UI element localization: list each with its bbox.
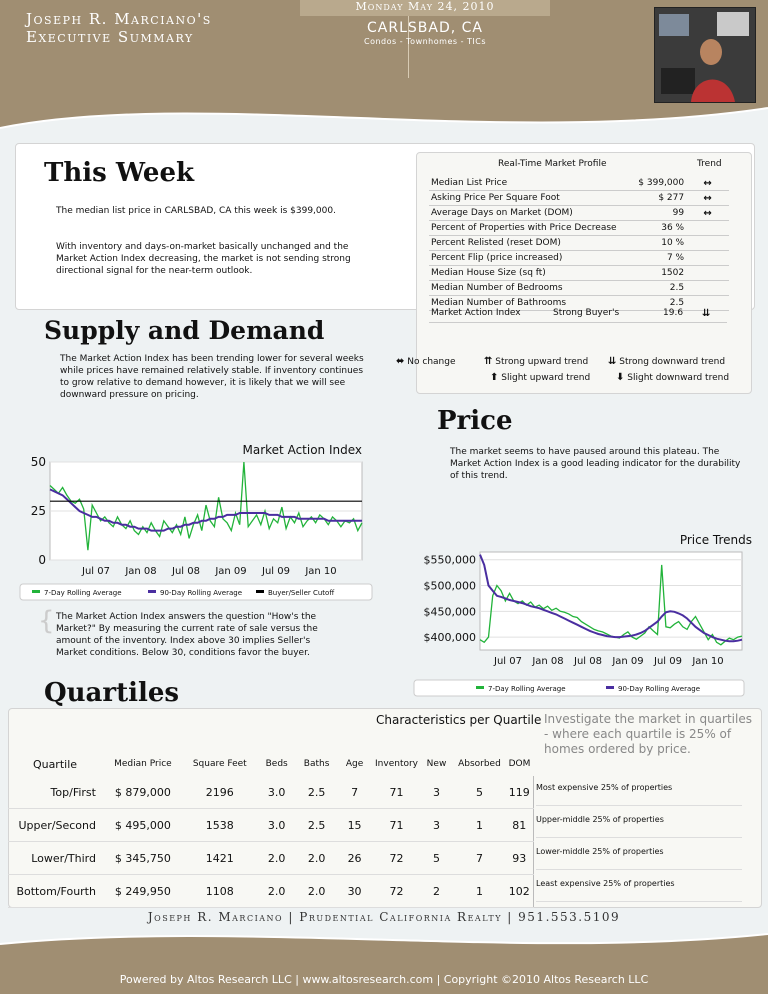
quartile-cell-dom: 102 xyxy=(505,875,533,908)
trend-arrow-icon: ↔ xyxy=(686,191,729,206)
quartile-cell-price: $ 345,750 xyxy=(102,842,184,875)
trend-arrow-icon xyxy=(686,236,729,251)
quartile-cell-new: 3 xyxy=(420,809,454,842)
quartile-cell-quartile: Top/First xyxy=(8,776,102,809)
profile-value: 1502 xyxy=(633,266,687,281)
quartile-header: New xyxy=(426,759,447,769)
quartile-header: Inventory xyxy=(375,759,419,769)
profile-value: $ 277 xyxy=(633,191,687,206)
quartile-cell-sqft: 2196 xyxy=(184,776,256,809)
quartile-table xyxy=(8,752,534,908)
quartiles-title: Quartiles xyxy=(44,678,180,708)
quartile-cell-price: $ 495,000 xyxy=(102,809,184,842)
price-trends-chart xyxy=(412,530,764,700)
price-chart-svg xyxy=(412,530,764,700)
supply-demand-title: Supply and Demand xyxy=(44,316,325,345)
this-week-title: This Week xyxy=(44,158,194,188)
city-name: CARLSBAD, CA xyxy=(367,20,483,36)
market-profile-row xyxy=(429,281,729,296)
quartile-cell-beds: 2.0 xyxy=(256,875,298,908)
quartile-cell-sqft: 1421 xyxy=(184,842,256,875)
y-tick-label: 50 xyxy=(30,455,46,469)
quartile-cell-inventory: 72 xyxy=(374,842,420,875)
profile-value: 2.5 xyxy=(633,296,687,311)
x-tick-label: Jan 10 xyxy=(692,656,724,667)
legend-strong-down: Strong downward trend xyxy=(619,357,726,367)
quartile-description: Lower-middle 25% of properties xyxy=(536,838,742,870)
slight-up-icon: ⬆ xyxy=(490,372,499,383)
this-week-outlook-text: With inventory and days-on-market basically unchanged and the Market Action Index decreasing, the market is not sending strong directional signal for the near-term outlook. xyxy=(56,242,351,276)
quartile-cell-new: 3 xyxy=(420,776,454,809)
quartile-header: Age xyxy=(345,759,364,769)
y-tick-label: $500,000 xyxy=(423,579,476,593)
x-tick-label: Jan 09 xyxy=(612,656,644,667)
quartile-side-note: Investigate the market in quartiles - where each quartile is 25% of homes ordered by price. xyxy=(544,712,752,756)
quartile-description: Upper-middle 25% of properties xyxy=(536,806,742,838)
quartile-cell-absorbed: 1 xyxy=(453,875,505,908)
legend-swatch xyxy=(606,686,614,689)
report-title xyxy=(26,10,326,46)
footer-contact: Joseph R. Marciano | Prudential California Realty | 951.553.5109 xyxy=(147,910,621,924)
profile-label: Median Number of Bedrooms xyxy=(429,281,633,296)
trend-arrow-icon xyxy=(686,281,729,296)
market-profile-row xyxy=(429,191,729,206)
property-types: Condos - Townhomes - TICs xyxy=(363,37,487,46)
quartile-row xyxy=(8,875,534,908)
quartile-row xyxy=(8,776,534,809)
quartile-cell-dom: 119 xyxy=(505,776,533,809)
quartile-cell-baths: 2.5 xyxy=(298,776,336,809)
note-brace-icon: { xyxy=(38,606,55,636)
mai-status: Strong Buyer's xyxy=(553,308,620,318)
strong-down-icon: ⇊ xyxy=(608,356,617,367)
quartile-cell-beds: 3.0 xyxy=(256,809,298,842)
quartile-cell-inventory: 71 xyxy=(374,809,420,842)
x-tick-label: Jul 07 xyxy=(82,566,110,577)
quartile-description: Most expensive 25% of properties xyxy=(536,774,742,806)
profile-value: 7 % xyxy=(633,251,687,266)
quartile-cell-beds: 3.0 xyxy=(256,776,298,809)
quartile-cell-sqft: 1538 xyxy=(184,809,256,842)
quartile-cell-inventory: 72 xyxy=(374,875,420,908)
x-tick-label: Jan 08 xyxy=(532,656,564,667)
quartile-cell-baths: 2.0 xyxy=(298,875,336,908)
supply-demand-text: The Market Action Index has been trending lower for several weeks while prices have remained relatively stable. If inventory continues to grow relative to demand however, it is likely that we will see downward pressure on pricing. xyxy=(60,354,364,400)
trend-arrow-icon xyxy=(686,266,729,281)
legend-slight-up: Slight upward trend xyxy=(501,373,591,383)
profile-value: 99 xyxy=(633,206,687,221)
quartile-header: Beds xyxy=(265,759,288,769)
mai-label: Market Action Index xyxy=(431,308,521,318)
chart-title: Price Trends xyxy=(679,533,752,547)
quartile-cell-age: 7 xyxy=(336,776,374,809)
no-change-icon: ⬌ xyxy=(396,356,405,367)
quartile-cell-inventory: 71 xyxy=(374,776,420,809)
quartile-cell-absorbed: 5 xyxy=(453,776,505,809)
profile-label: Percent of Properties with Price Decrease xyxy=(429,221,633,236)
trend-arrow-icon xyxy=(686,251,729,266)
quartile-cell-dom: 81 xyxy=(505,809,533,842)
x-tick-label: Jan 08 xyxy=(125,566,157,577)
report-date: Monday May 24, 2010 xyxy=(300,0,550,16)
quartile-header: Square Feet xyxy=(192,759,247,769)
legend-strong-up: Strong upward trend xyxy=(495,357,589,367)
quartile-row xyxy=(8,809,534,842)
quartile-cell-sqft: 1108 xyxy=(184,875,256,908)
quartile-header: Quartile xyxy=(32,757,78,771)
profile-value: 2.5 xyxy=(633,281,687,296)
price-text: The market seems to have paused around this plateau. The Market Action Index is a good leading indicator for the durability of this trend. xyxy=(450,447,741,481)
quartile-cell-dom: 93 xyxy=(505,842,533,875)
quartile-cell-absorbed: 1 xyxy=(453,809,505,842)
slight-down-icon: ⬇ xyxy=(616,372,625,383)
legend-label: 90-Day Rolling Average xyxy=(160,589,242,597)
mai-chart-svg xyxy=(10,440,375,605)
y-tick-label: $450,000 xyxy=(423,605,476,619)
legend-swatch xyxy=(256,590,264,593)
y-tick-label: $550,000 xyxy=(423,553,476,567)
profile-label: Median List Price xyxy=(429,176,633,191)
y-tick-label: $400,000 xyxy=(423,631,476,645)
chart-title: Market Action Index xyxy=(242,443,362,457)
profile-label: Asking Price Per Square Foot xyxy=(429,191,633,206)
x-tick-label: Jan 09 xyxy=(215,566,247,577)
x-tick-label: Jul 07 xyxy=(494,656,522,667)
legend-label: 7-Day Rolling Average xyxy=(44,589,122,597)
trend-column-label: Trend xyxy=(697,159,722,169)
legend-swatch xyxy=(32,590,40,593)
x-tick-label: Jul 08 xyxy=(574,656,602,667)
trend-arrow-icon: ↔ xyxy=(686,206,729,221)
legend-label: Buyer/Seller Cutoff xyxy=(268,589,335,597)
quartile-cell-age: 15 xyxy=(336,809,374,842)
this-week-median-text: The median list price in CARLSBAD, CA this week is $399,000. xyxy=(56,206,336,216)
plot-area xyxy=(480,552,742,650)
quartile-cell-baths: 2.5 xyxy=(298,809,336,842)
market-profile-row xyxy=(429,266,729,281)
legend-slight-down: Slight downward trend xyxy=(627,373,730,383)
trend-arrow-icon: ↔ xyxy=(686,176,729,191)
market-profile-row xyxy=(429,236,729,251)
quartile-cell-age: 26 xyxy=(336,842,374,875)
quartile-cell-age: 30 xyxy=(336,875,374,908)
profile-label: Average Days on Market (DOM) xyxy=(429,206,633,221)
quartile-cell-price: $ 879,000 xyxy=(102,776,184,809)
quartile-header: DOM xyxy=(508,759,531,769)
strong-up-icon: ⇈ xyxy=(484,356,493,367)
profile-label: Percent Relisted (reset DOM) xyxy=(429,236,633,251)
x-tick-label: Jan 10 xyxy=(305,566,337,577)
quartile-table-title: Characteristics per Quartile xyxy=(376,713,542,727)
report-title-line1: Joseph R. Marciano's xyxy=(26,10,212,28)
agent-photo xyxy=(654,7,756,103)
market-profile-row xyxy=(429,221,729,236)
y-tick-label: 0 xyxy=(38,553,46,567)
trend-arrow-icon xyxy=(686,221,729,236)
quartile-header: Absorbed xyxy=(458,759,501,769)
profile-value: 10 % xyxy=(633,236,687,251)
market-profile-row xyxy=(429,251,729,266)
y-tick-label: 25 xyxy=(30,504,46,518)
legend-swatch xyxy=(148,590,156,593)
x-tick-label: Jul 09 xyxy=(654,656,682,667)
quartile-cell-baths: 2.0 xyxy=(298,842,336,875)
profile-label: Median Number of Bathrooms xyxy=(429,296,633,311)
quartile-cell-new: 5 xyxy=(420,842,454,875)
quartile-cell-absorbed: 7 xyxy=(453,842,505,875)
quartile-cell-new: 2 xyxy=(420,875,454,908)
powered-by: Powered by Altos Research LLC | www.altosresearch.com | Copyright ©2010 Altos Research LLC xyxy=(119,973,649,986)
market-action-index-row xyxy=(429,308,727,323)
profile-label: Percent Flip (price increased) xyxy=(429,251,633,266)
quartile-row xyxy=(8,842,534,875)
market-profile-table xyxy=(429,176,729,311)
price-title: Price xyxy=(437,406,513,436)
quartile-cell-price: $ 249,950 xyxy=(102,875,184,908)
market-profile-title: Real-Time Market Profile xyxy=(498,159,607,169)
profile-label: Median House Size (sq ft) xyxy=(429,266,633,281)
quartile-descriptions xyxy=(536,774,742,902)
strong-down-arrow-icon: ⇊ xyxy=(702,308,711,319)
legend-swatch xyxy=(476,686,484,689)
legend-no-change: No change xyxy=(407,357,456,367)
mai-explanation-text: The Market Action Index answers the question "How's the Market?" By measuring the current rate of sale versus the amount of the inventory. Index above 30 implies Seller's Market conditions. Below 30, conditions favor the buyer. xyxy=(56,612,318,658)
quartile-cell-quartile: Upper/Second xyxy=(8,809,102,842)
profile-value: $ 399,000 xyxy=(633,176,687,191)
quartile-cell-beds: 2.0 xyxy=(256,842,298,875)
quartile-description: Least expensive 25% of properties xyxy=(536,870,742,902)
market-profile-row xyxy=(429,206,729,221)
profile-value: 36 % xyxy=(633,221,687,236)
quartile-header: Baths xyxy=(303,759,330,769)
header-wave xyxy=(0,88,768,148)
quartile-cell-quartile: Bottom/Fourth xyxy=(8,875,102,908)
legend-label: 7-Day Rolling Average xyxy=(488,685,566,693)
legend-label: 90-Day Rolling Average xyxy=(618,685,700,693)
market-profile-row xyxy=(429,176,729,191)
report-title-line2: Executive Summary xyxy=(26,28,194,46)
quartile-header: Median Price xyxy=(114,759,172,769)
quartile-cell-quartile: Lower/Third xyxy=(8,842,102,875)
x-tick-label: Jul 08 xyxy=(172,566,200,577)
mai-value: 19.6 xyxy=(663,308,684,318)
x-tick-label: Jul 09 xyxy=(262,566,290,577)
market-action-index-chart xyxy=(10,440,375,605)
